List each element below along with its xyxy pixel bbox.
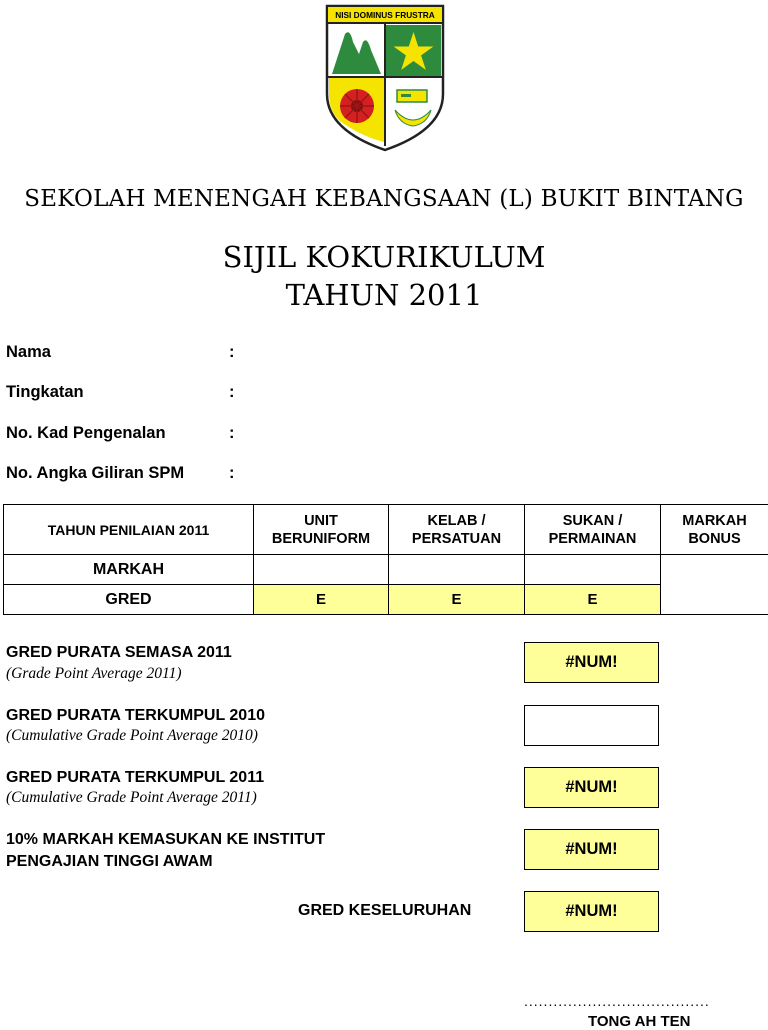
field-colon: : <box>229 383 235 402</box>
signatory-name: TONG AH TEN <box>588 1013 691 1030</box>
crest-motto: NISI DOMINUS FRUSTRA <box>335 10 435 20</box>
cgpa-2010-subtitle: (Cumulative Grade Point Average 2010) <box>6 727 258 745</box>
gpa-2011-value-box: #NUM! <box>524 642 659 683</box>
markah-club-cell <box>389 555 525 585</box>
cgpa-2010-value-box <box>524 705 659 746</box>
cgpa-2011-subtitle: (Cumulative Grade Point Average 2011) <box>6 789 257 807</box>
row-label-gred: GRED <box>4 585 254 615</box>
certificate-year: TAHUN 2011 <box>0 276 768 314</box>
header-club-society: KELAB / PERSATUAN <box>389 505 525 555</box>
gred-sports-cell: E <box>525 585 661 615</box>
field-label-spm: No. Angka Giliran SPM <box>6 464 184 483</box>
field-colon: : <box>229 343 235 362</box>
school-crest-logo <box>323 2 447 152</box>
header-uniform-unit: UNIT BERUNIFORM <box>254 505 389 555</box>
markah-uniform-cell <box>254 555 389 585</box>
cocurricular-grades-table <box>3 504 768 615</box>
signature-line: ...................................... <box>524 994 768 1008</box>
gred-uniform-cell: E <box>254 585 389 615</box>
school-name: SEKOLAH MENENGAH KEBANGSAAN (L) BUKIT BINTANG <box>0 186 768 212</box>
gpa-2011-subtitle: (Grade Point Average 2011) <box>6 665 182 683</box>
table-header-row <box>4 505 768 555</box>
header-sports-games: SUKAN / PERMAINAN <box>525 505 661 555</box>
certificate-heading <box>0 238 768 314</box>
header-bonus-marks: MARKAH BONUS <box>661 505 768 555</box>
overall-grade-value-box: #NUM! <box>524 891 659 932</box>
gred-club-cell: E <box>389 585 525 615</box>
field-colon: : <box>229 424 235 443</box>
markah-sports-cell <box>525 555 661 585</box>
field-label-nama: Nama <box>6 343 51 362</box>
cgpa-2011-title: GRED PURATA TERKUMPUL 2011 <box>6 767 264 788</box>
cgpa-2011-value-box: #NUM! <box>524 767 659 808</box>
gpa-2011-title: GRED PURATA SEMASA 2011 <box>6 642 232 663</box>
bonus-marks-cell <box>661 555 768 615</box>
header-assessment-year: TAHUN PENILAIAN 2011 <box>4 505 254 555</box>
field-label-ic: No. Kad Pengenalan <box>6 424 166 443</box>
ipta-marks-title-line1: 10% MARKAH KEMASUKAN KE INSTITUT <box>6 829 325 850</box>
field-colon: : <box>229 464 235 483</box>
certificate-title: SIJIL KOKURIKULUM <box>0 238 768 276</box>
table-row-markah <box>4 555 768 585</box>
cgpa-2010-title: GRED PURATA TERKUMPUL 2010 <box>6 705 265 726</box>
overall-grade-label: GRED KESELURUHAN <box>298 902 471 920</box>
field-label-tingkatan: Tingkatan <box>6 383 84 402</box>
table-row-gred <box>4 585 768 615</box>
ipta-marks-value-box: #NUM! <box>524 829 659 870</box>
row-label-markah: MARKAH <box>4 555 254 585</box>
ipta-marks-title-line2: PENGAJIAN TINGGI AWAM <box>6 851 213 872</box>
